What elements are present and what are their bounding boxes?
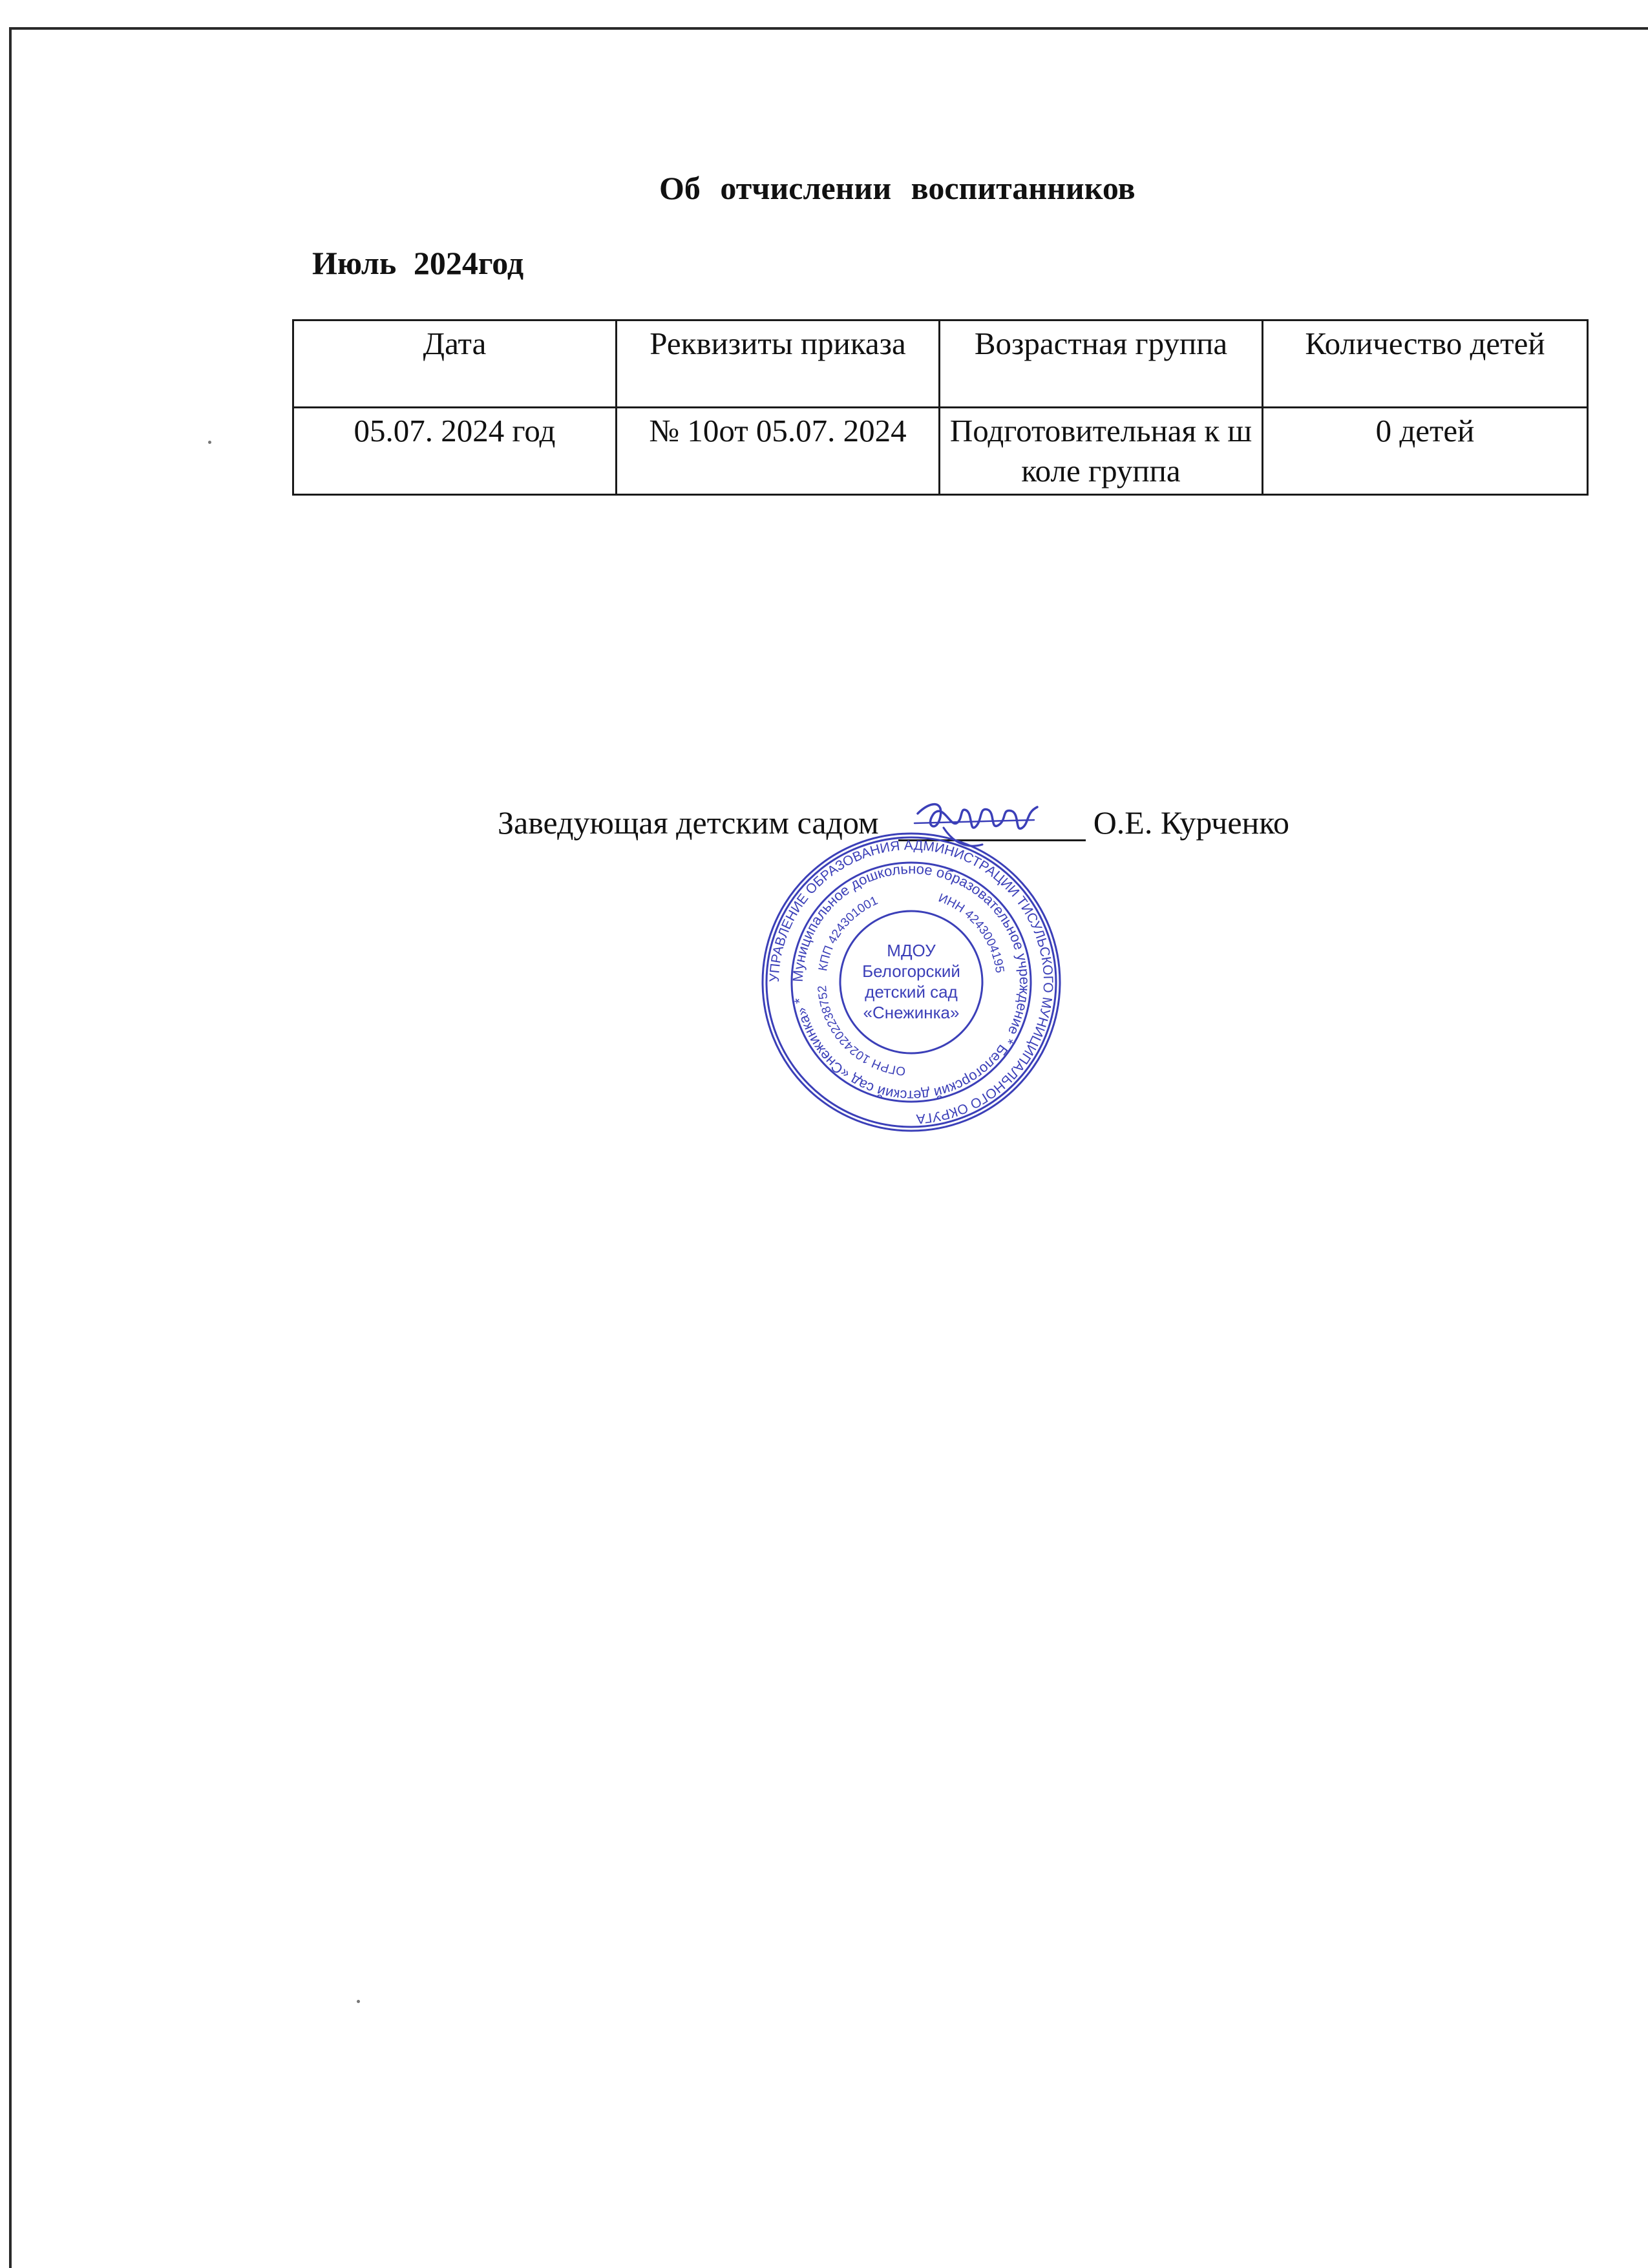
scan-speck [208, 441, 211, 444]
seal-inn: ИНН 4243004195 [936, 891, 1007, 974]
signer-position: Заведующая детским садом [498, 804, 879, 841]
seal-ogrn: ОГРН 1024202238752 [816, 985, 907, 1078]
seal-center-line-3: детский сад [865, 982, 958, 1002]
signer-name: О.Е. Курченко [1093, 804, 1290, 841]
document-period: Июль 2024год [312, 245, 524, 281]
table-row [293, 408, 1588, 495]
official-seal [756, 827, 1066, 1137]
header-count: Количество детей [1263, 320, 1588, 408]
document-title: Об отчислении воспитанников [659, 170, 1136, 206]
scan-speck [357, 2000, 360, 2003]
header-date: Дата [293, 320, 617, 408]
seal-kpp: КПП 424301001 [816, 894, 880, 972]
seal-center-line-1: МДОУ [887, 941, 936, 960]
cell-group: Подготовительная к школе группа [940, 408, 1263, 495]
seal-outer-text: УПРАВЛЕНИЕ ОБРАЗОВАНИЯ АДМИНИСТРАЦИИ ТИСУЛЬСКОГО МУНИЦИПАЛЬНОГО ОКРУГА [766, 837, 1056, 1126]
seal-center-line-4: «Снежинка» [863, 1003, 960, 1022]
seal-inner-text: Муниципальное дошкольное образовательное учреждение * Белогорский детский сад «Снежинка» * [789, 860, 1033, 1104]
scan-edge-left [9, 27, 12, 2268]
cell-count: 0 детей [1263, 408, 1588, 495]
scan-edge-top [12, 27, 1648, 30]
header-order: Реквизиты приказа [617, 320, 940, 408]
table-header-row [293, 320, 1588, 408]
records-table [292, 319, 1589, 496]
cell-order: № 10от 05.07. 2024 [617, 408, 940, 495]
seal-center-line-2: Белогорский [862, 961, 960, 981]
cell-date: 05.07. 2024 год [293, 408, 617, 495]
header-group: Возрастная группа [940, 320, 1263, 408]
